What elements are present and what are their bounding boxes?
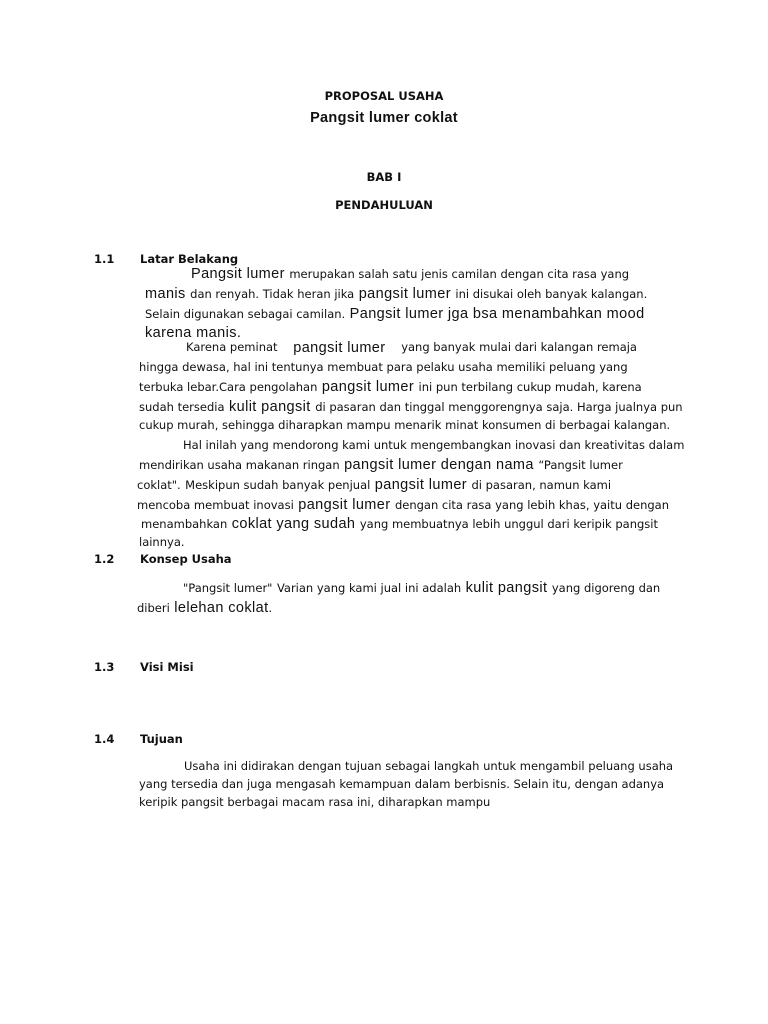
product-name: Pangsit lumer coklat	[310, 110, 458, 126]
text-line: yang tersedia dan juga mengasah kemampuan dalam berbisnis. Selain itu, dengan adanya	[139, 777, 665, 791]
section-number-1-1: 1.1	[94, 252, 115, 266]
section-title-visi-misi: Visi Misi	[140, 660, 194, 674]
text-line: menambahkan coklat yang sudah yang membuatnya lebih unggul dari keripik pangsit	[141, 516, 659, 532]
text-line: manis dan renyah. Tidak heran jika pangsit lumer ini disukai oleh banyak kalangan.	[145, 286, 648, 302]
text-line: terbuka lebar.Cara pengolahan pangsit lumer ini pun terbilang cukup mudah, karena	[139, 379, 642, 395]
section-number-1-4: 1.4	[94, 732, 115, 746]
text-line: Hal inilah yang mendorong kami untuk mengembangkan inovasi dan kreativitas dalam	[183, 438, 685, 452]
section-title-latar-belakang: Latar Belakang	[140, 252, 239, 266]
text-line: "Pangsit lumer" Varian yang kami jual ini adalah kulit pangsit yang digoreng dan	[183, 580, 661, 596]
text-line: Selain digunakan sebagai camilan. Pangsit lumer jga bsa menambahkan mood	[145, 306, 645, 322]
text-line: Usaha ini didirakan dengan tujuan sebagai langkah untuk mengambil peluang usaha	[184, 759, 674, 773]
section-number-1-2: 1.2	[94, 552, 115, 566]
text-line: keripik pangsit berbagai macam rasa ini, diharapkan mampu	[139, 795, 491, 809]
document-title: PROPOSAL USAHA	[324, 89, 444, 103]
text-line: lainnya.	[139, 535, 185, 549]
text-line: Pangsit lumer merupakan salah satu jenis camilan dengan cita rasa yang	[191, 266, 630, 282]
text-line: Karena peminat pangsit lumer yang banyak mulai dari kalangan remaja	[186, 340, 637, 356]
text-line: cukup murah, sehingga diharapkan mampu menarik minat konsumen di berbagai kalangan.	[139, 418, 671, 432]
text-line: mencoba membuat inovasi pangsit lumer dengan cita rasa yang lebih khas, yaitu dengan	[137, 497, 669, 513]
text-line: mendirikan usaha makanan ringan pangsit lumer dengan nama “Pangsit lumer	[139, 457, 623, 473]
text-line: karena manis.	[145, 325, 242, 341]
chapter-title: PENDAHULUAN	[335, 198, 433, 212]
text-line: coklat". Meskipun sudah banyak penjual pangsit lumer di pasaran, namun kami	[137, 477, 612, 493]
text-line: sudah tersedia kulit pangsit di pasaran dan tinggal menggorengnya saja. Harga jualnya pun	[139, 399, 683, 415]
text-line: diberi lelehan coklat.	[137, 600, 273, 616]
text-line: hingga dewasa, hal ini tentunya membuat para pelaku usaha memiliki peluang yang	[139, 360, 628, 374]
section-title-konsep-usaha: Konsep Usaha	[140, 552, 232, 566]
section-number-1-3: 1.3	[94, 660, 115, 674]
section-title-tujuan: Tujuan	[140, 732, 183, 746]
chapter-number: BAB I	[366, 170, 402, 184]
